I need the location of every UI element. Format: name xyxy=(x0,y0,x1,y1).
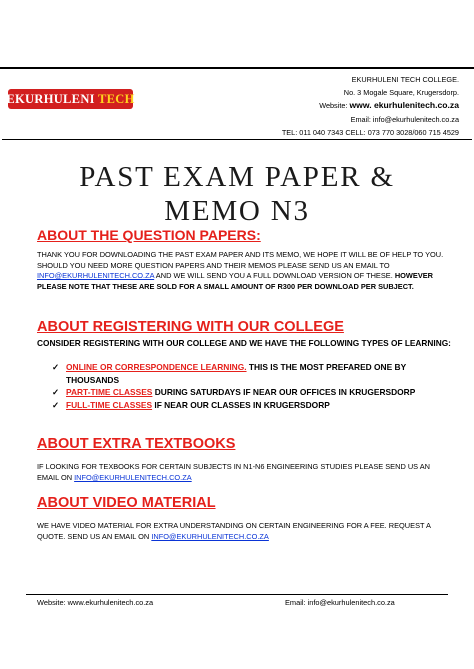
footer-website: Website: www.ekurhulenitech.co.za xyxy=(37,598,154,607)
college-name: EKURHULENI TECH COLLEGE. xyxy=(351,75,459,84)
textbooks-email-link[interactable]: INFO@EKURHULENITECH.CO.ZA xyxy=(74,472,192,482)
title-line-2: MEMO N3 xyxy=(164,195,310,227)
textbooks-heading: ABOUT EXTRA TEXTBOOKS xyxy=(37,436,236,452)
registering-heading: ABOUT REGISTERING WITH OUR COLLEGE xyxy=(37,319,344,335)
logo-text-main: EKURHULENI xyxy=(6,91,95,106)
part-time-classes-link[interactable]: PART-TIME CLASSES xyxy=(66,387,153,398)
full-time-classes-link[interactable]: FULL-TIME CLASSES xyxy=(66,399,153,410)
logo-text-accent: TECH xyxy=(98,91,135,106)
list-item: ✓ PART-TIME CLASSES DURING SATURDAYS IF NEAR OUR OFFICES IN KRUGERSDORP xyxy=(52,387,416,398)
learning-types-list xyxy=(52,361,442,411)
college-logo xyxy=(8,89,133,109)
college-address: No. 3 Mogale Square, Krugersdorp. xyxy=(343,88,459,98)
title-line-1: PAST EXAM PAPER & xyxy=(79,161,395,193)
video-email-link[interactable]: INFO@EKURHULENITECH.CO.ZA xyxy=(151,531,269,541)
list-item: ✓ FULL-TIME CLASSES IF NEAR OUR CLASSES IN KRUGERSDORP xyxy=(52,399,330,410)
checkmark-icon: ✓ xyxy=(52,362,60,372)
website-label: Website: xyxy=(319,101,348,111)
question-papers-text: THANK YOU FOR DOWNLOADING THE PAST EXAM PAPER AND ITS MEMO, WE HOPE IT WILL BE OF HELP TO YOU. SHOULD YOU NEED MORE QUESTION PAPERS AND THEIR MEMOS PLEASE SEND US AN EMAIL TO INFO@EKURHULENITECH.CO.ZA AND WE WILL SEND YOU A FULL DOWNLOAD VERSION OF THESE. HOWEVER PLEASE NOTE THAT THESE ARE SOLD FOR A SMALL AMOUNT OF R300 PER DOWNLOAD PER SUBJECT. xyxy=(37,250,444,291)
question-papers-email-link[interactable]: INFO@EKURHULENITECH.CO.ZA xyxy=(37,271,155,281)
checkmark-icon: ✓ xyxy=(52,387,60,398)
question-papers-heading: ABOUT THE QUESTION PAPERS: xyxy=(37,227,261,243)
registering-lead: CONSIDER REGISTERING WITH OUR COLLEGE AND WE HAVE THE FOLLOWING TYPES OF LEARNING: xyxy=(37,338,451,348)
footer-rule xyxy=(26,594,448,595)
header-rule xyxy=(2,139,472,140)
price-note: HOWEVER PLEASE NOTE THAT THESE ARE SOLD FOR A SMALL AMOUNT OF R300 PER DOWNLOAD PER SUBJECT. xyxy=(37,271,434,291)
email-line: Email: info@ekurhulenitech.co.za xyxy=(350,114,459,124)
textbooks-text: IF LOOKING FOR TEXBOOKS FOR CERTAIN SUBJECTS IN N1-N6 ENGINEERING STUDIES PLEASE SEND US AN EMAIL ON INFO@EKURHULENITECH.CO.ZA xyxy=(37,462,431,482)
checkmark-icon: ✓ xyxy=(52,399,60,410)
footer-email: Email: info@ekurhulenitech.co.za xyxy=(285,598,395,607)
phone-line: TEL: 011 040 7343 CELL: 073 770 3028/060 715 4529 xyxy=(281,127,459,137)
website-line xyxy=(282,99,459,112)
video-heading: ABOUT VIDEO MATERIAL xyxy=(37,495,216,511)
list-item: ✓ ONLINE OR CORRESPONDENCE LEARNING. THIS IS THE MOST PREFARED ONE BY THOUSANDS xyxy=(52,362,407,385)
website-url[interactable]: www. ekurhulenitech.co.za xyxy=(349,100,459,111)
online-learning-link[interactable]: ONLINE OR CORRESPONDENCE LEARNING. xyxy=(66,362,247,372)
contact-block xyxy=(282,73,459,139)
top-rule xyxy=(0,67,474,69)
video-text: WE HAVE VIDEO MATERIAL FOR EXTRA UNDERSTANDING ON CERTAIN ENGINEERING FOR A FEE. REQUEST A QUOTE. SEND US AN EMAIL ON INFO@EKURHULENITECH.CO.ZA xyxy=(37,521,431,541)
